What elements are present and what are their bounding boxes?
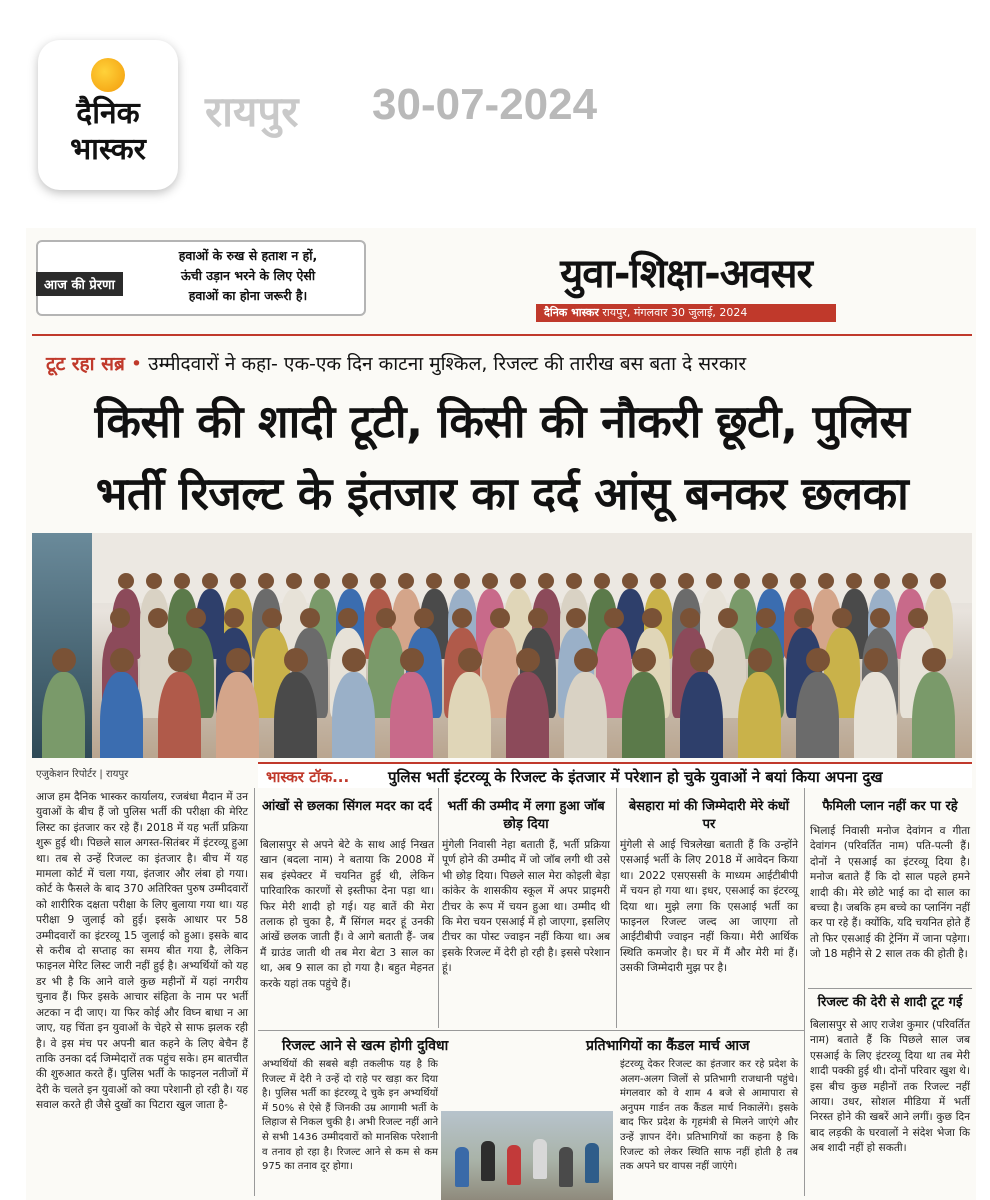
column-divider <box>438 788 439 1028</box>
person-head <box>690 648 714 672</box>
column-divider <box>616 788 617 1028</box>
person-figure <box>506 672 549 758</box>
column-divider <box>254 788 255 1196</box>
person-head <box>148 608 168 628</box>
inspiration-quote <box>148 246 348 306</box>
runner-figure <box>533 1139 547 1179</box>
quote-line: हवाओं के रुख से हताश न हों, <box>178 248 318 263</box>
story-text: बिलासपुर से आए राजेश कुमार (परिवर्तित नाम) बताते हैं कि पिछले साल जब एसआई के लिए इंटरव्यू दिया था तब मेरी शादी पक्की हुई थी। दोनों परिवार खुश थे। इस बीच कुछ महीनों तक रिजल्ट नहीं आया। उधर, सोशल मीडिया में भर्ती निरस्त होने की खबरें आने लगीं। कुछ दिन बाद लड़की के घरवालों ने संदेश भेजा कि अब शादी नहीं हो सकती। <box>810 1019 970 1155</box>
person-figure <box>738 672 781 758</box>
person-head <box>632 648 656 672</box>
person-figure <box>390 672 433 758</box>
column-divider <box>804 788 805 1196</box>
person-head <box>262 608 282 628</box>
story-text: मुंगेली निवासी नेहा बताती हैं, भर्ती प्रक्रिया पूर्ण होने की उम्मीद में जो जॉब लगी थी उसे भी छोड़ दिया। पिछले साल मेरा कोइली बेड़ा कांकेर के शासकीय स्कूल में अपर प्राइमरी टीचर के रूप में चयन हुआ था। उम्मीद थी कि मेरा चयन एसआई में हो जाएगा, इसलिए टीचर का पोस्ट ज्वाइन नहीं किया था। अब इसके रिजल्ट में देरी हो रही है। इससे परेशान हूं। <box>442 839 610 975</box>
newspaper-page <box>26 228 976 1200</box>
headline-line-2: भर्ती रिजल्ट के इंतजार का दर्द आंसू बनकर छलका <box>95 467 909 520</box>
inspiration-tag: आज की प्रेरणा <box>36 272 123 296</box>
paper-name: दैनिक भास्कर <box>544 306 599 319</box>
strip-text: अभ्यर्थियों की सबसे बड़ी तकलीफ यह है कि रिजल्ट में देरी ने उन्हें दो राहे पर खड़ा कर दिया है। पुलिस भर्ती का इंटरव्यू दे चुके इन अभ्यर्थियों में 50% से ऐसे हैं जिनकी उम्र आगामी भर्ती के लिहाज से निकल चुकी है। अभी रिजल्ट नहीं आने से सभी 1436 उम्मीदवारों को मानसिक परेशानी व तनाव हो रहा है। रिजल्ट आने से कम से कम 975 का तनाव दूर होगा। <box>262 1059 438 1173</box>
byline: एजुकेशन रिपोर्टर | रायपुर <box>36 769 129 780</box>
strip-text: इंटरव्यू देकर रिजल्ट का इंतजार कर रहे प्रदेश के अलग-अलग जिलों से प्रतिभागी राजधानी पहुंचे। मंगलवार को वे शाम 4 बजे से आमापारा से अनुपम गार्डन तक कैंडल मार्च निकालेंगे। इसके बाद फिर प्रदेश के गृहमंत्री से मिलने जाएंगे और उन्हें ज्ञापन देंगे। प्रतिभागियों का कहना है कि रिजल्ट को लेकर स्थिति साफ नहीं होती है तब तक अपने घर वापस नहीं जाएंगे। <box>620 1059 798 1173</box>
person-head <box>284 648 308 672</box>
person-figure <box>274 672 317 758</box>
person-figure <box>216 672 259 758</box>
strip-title-dilemma: रिजल्ट आने से खत्म होगी दुविधा <box>282 1038 449 1054</box>
runner-figure <box>455 1147 469 1187</box>
story-single-mother <box>260 838 434 992</box>
logo-line-1: दैनिक <box>76 96 140 131</box>
dateline-text: रायपुर, मंगलवार 30 जुलाई, 2024 <box>602 306 748 319</box>
kicker-label: टूट रहा सब्र <box>46 353 125 375</box>
dainik-bhaskar-logo <box>38 40 178 190</box>
person-head <box>226 648 250 672</box>
story-text: भिलाई निवासी मनोज देवांगन व गीता देवांगन (परिवर्तित नाम) पति-पत्नी हैं। दोनों ने एसआई का इंटरव्यू दिया है। मनोज बताते हैं कि दो साल पहले हमने शादी की। मेरे छोटे भाई का दो साल का बच्चा है। जबकि हम बच्चे का प्लानिंग नहीं कर पा रहे हैं। क्योंकि, यदि चयनित होते हैं तो फिर एसआई की ट्रेनिंग में जाना पड़ेगा। जो 18 महीने से 2 साल तक की होती है। <box>810 825 970 961</box>
banner-date: 30-07-2024 <box>372 80 598 129</box>
story-title-mother-responsibility: बेसहारा मां की जिम्मेदारी मेरे कंधों पर <box>628 799 790 832</box>
runner-figure <box>481 1141 495 1181</box>
story-title-single-mother: आंखों से छलका सिंगल मदर का दर्द <box>262 799 432 814</box>
section-title: युवा-शिक्षा-अवसर <box>560 251 812 297</box>
logo-line-2: भास्कर <box>70 132 146 167</box>
person-head <box>528 608 548 628</box>
bhaskar-talk-bar <box>258 762 972 788</box>
inspiration-box <box>36 240 366 316</box>
person-head <box>642 608 662 628</box>
quote-line: ऊंची उड़ान भरने के लिए ऐसी <box>180 268 316 283</box>
person-head <box>452 608 472 628</box>
person-head <box>864 648 888 672</box>
story-headline <box>32 386 972 530</box>
intro-text: आज हम दैनिक भास्कर कार्यालय, रजबंधा मैदान में उन युवाओं के बीच हैं जो पुलिस भर्ती की परीक्षा की मेरिट लिस्ट का इंतजार कर रहे हैं। 2018 में यह भर्ती प्रक्रिया शुरू हुई थी। पिछले साल अगस्त-सितंबर में इंटरव्यू हुआ था। तब से उन्हें रिजल्ट का इंतजार है। बीच में यह मामला कोर्ट में चला गया, इंतजार और लंबा हो गया। कोर्ट के फैसले के बाद 370 अतिरिक्त पुरुष उम्मीदवारों को शारीरिक दक्षता परीक्षा के लिए बुलाया गया था। यह परीक्षा 9 जुलाई को हुई। इसके आधार पर 58 उम्मीदवारों का इंटरव्यू 15 जुलाई को हुआ। इसके बाद से करीब दो सप्ताह का समय बीत गया है, लेकिन फाइनल मेरिट लिस्ट जारी नहीं हुई है। अभ्यर्थियों को यह डर भी है कि आने वाले कुछ महीनों में यहां नगरीय चुनाव हैं। फिर इसके आचार संहिता के नाम पर भर्ती अटका न दी जाए। या फिर कोई और विघ्न बाधा न आ जाए, यह चिंता इन युवाओं के चेहरे से साफ झलक रही है। वे इस मंच पर अपनी बात कहने के लिए बेचैन हैं ताकि उनका दर्द जिम्मेदारों तक पहुंच सके। हम बातचीत की शुरुआत करते हैं। पुलिस भर्ती के फाइनल नतीजों में देरी के चलते इन युवाओं को क्या परेशानी हो रही है। यह सवाल करते ही जैसे दुखों का पिटारा खुल जाता है- <box>36 791 248 1112</box>
person-head <box>52 648 76 672</box>
story-title-job-left: भर्ती की उम्मीद में लगा हुआ जॉब छोड़ दिया <box>447 799 605 832</box>
person-head <box>516 648 540 672</box>
person-head <box>794 608 814 628</box>
candidates-group-photo <box>32 533 972 758</box>
quote-line: हवाओं का होना जरूरी है। <box>188 288 308 303</box>
person-figure <box>564 672 607 758</box>
person-figure <box>680 672 723 758</box>
person-head <box>224 608 244 628</box>
person-head <box>300 608 320 628</box>
person-figure <box>622 672 665 758</box>
sun-logo-icon <box>91 58 125 92</box>
section-dateline <box>536 304 836 322</box>
person-figure <box>854 672 897 758</box>
person-figure <box>158 672 201 758</box>
person-head <box>376 608 396 628</box>
strip-title-candle-march: प्रतिभागियों का कैंडल मार्च आज <box>586 1038 750 1054</box>
story-title-marriage-broken: रिजल्ट की देरी से शादी टूट गई <box>817 995 963 1010</box>
person-head <box>870 608 890 628</box>
person-head <box>574 648 598 672</box>
runners-photo <box>441 1111 613 1200</box>
person-head <box>756 608 776 628</box>
story-mother-responsibility <box>620 838 798 977</box>
runner-figure <box>559 1147 573 1187</box>
person-head <box>748 648 772 672</box>
story-job-left <box>442 838 610 977</box>
person-head <box>110 648 134 672</box>
person-figure <box>448 672 491 758</box>
divider <box>32 334 972 336</box>
logo-wordmark <box>38 96 178 168</box>
person-head <box>718 608 738 628</box>
kicker-text: उम्मीदवारों ने कहा- एक-एक दिन काटना मुश्किल, रिजल्ट की तारीख बस बता दे सरकार <box>148 353 747 375</box>
person-figure <box>332 672 375 758</box>
person-head <box>338 608 358 628</box>
person-head <box>458 648 482 672</box>
talk-title: पुलिस भर्ती इंटरव्यू के रिजल्ट के इंतजार में परेशान हो चुके युवाओं ने बयां किया अपना दुख <box>388 768 883 786</box>
person-figure <box>42 672 85 758</box>
person-head <box>400 648 424 672</box>
person-head <box>186 608 206 628</box>
person-head <box>566 608 586 628</box>
story-title-family-plan: फैमिली प्लान नहीं कर पा रहे <box>822 799 958 814</box>
row-divider <box>808 988 972 989</box>
top-banner <box>0 0 990 215</box>
person-head <box>832 608 852 628</box>
story-text: बिलासपुर से अपने बेटे के साथ आई निखत खान (बदला नाम) ने बताया कि 2008 में सब इंस्पेक्टर में चयनित हुई थी, लेकिन पारिवारिक कारणों से इस्तीफा देना पड़ा था। फिर मेरी शादी हो गई। यह बातें की मेरा तलाक हो चुका है, मैं सिंगल मदर हूं उनकी आंखें छलक जाती हैं। वे आगे बताती हैं- जब मैं ग्राउंड जाती थी तब मेरा बेटा 3 साल का था, अब 9 साल का हो गया है। बहुत मेहनत करके यहां तक पहुंचे हैं। <box>260 839 434 990</box>
person-figure <box>912 672 955 758</box>
person-head <box>414 608 434 628</box>
person-head <box>490 608 510 628</box>
person-head <box>342 648 366 672</box>
person-head <box>806 648 830 672</box>
banner-city: रायपुर <box>205 87 299 136</box>
strip-dilemma <box>262 1058 438 1175</box>
story-kicker <box>46 350 746 376</box>
runner-figure <box>507 1145 521 1185</box>
person-head <box>110 608 130 628</box>
intro-column <box>36 790 248 1114</box>
story-text: मुंगेली से आई चित्रलेखा बताती हैं कि उन्होंने एसआई भर्ती के लिए 2018 में आवेदन किया था। 2022 एसएससी के माध्यम आईटीबीपी में चयन हो गया था। इधर, एसआई का इंटरव्यू दिया था। मुझे लगा कि एसआई भर्ती का फाइनल रिजल्ट जल्द आ जाएगा तो आईटीबीपी ज्वाइन नहीं किया। मेरी आर्थिक स्थिति कमजोर है। घर में मैं और मेरी मां हैं। उसकी जिम्मेदारी मुझ पर है। <box>620 839 798 975</box>
person-head <box>168 648 192 672</box>
kicker-bullet: • <box>130 353 143 375</box>
person-head <box>604 608 624 628</box>
story-marriage-broken <box>810 1018 970 1157</box>
headline-line-1: किसी की शादी टूटी, किसी की नौकरी छूटी, पुलिस <box>94 395 910 448</box>
person-head <box>908 608 928 628</box>
runner-figure <box>585 1143 599 1183</box>
story-family-plan <box>810 824 970 963</box>
strip-candle-march <box>620 1058 798 1175</box>
person-figure <box>796 672 839 758</box>
person-figure <box>100 672 143 758</box>
row-divider <box>258 1030 804 1031</box>
person-head <box>922 648 946 672</box>
person-head <box>680 608 700 628</box>
talk-label: भास्कर टॉक... <box>266 768 350 786</box>
